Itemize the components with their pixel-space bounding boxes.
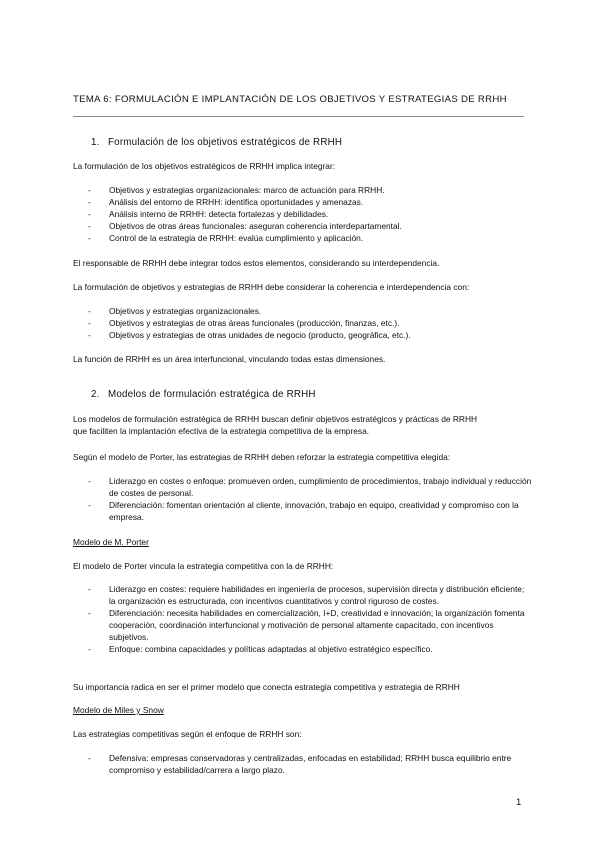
list-item: - Objetivos y estrategias organizacionales.: [88, 305, 533, 317]
s1-paragraph-2: El responsable de RRHH debe integrar todos estos elementos, considerando su interdependencia.: [73, 258, 440, 268]
s1-list-2: [88, 305, 533, 341]
list-item: - Análisis del entorno de RRHH: identifica oportunidades y amenazas.: [88, 196, 533, 208]
section-2-number: 2.: [91, 389, 100, 400]
s1-list-1: [88, 184, 533, 244]
list-item: - Objetivos y estrategias de otras unidades de negocio (producto, geográfica, etc.).: [88, 329, 533, 341]
list-item: - Defensiva: empresas conservadoras y centralizadas, enfocadas en estabilidad; RRHH busca equilibrio entre compromiso y estabilidad/carrera a largo plazo.: [88, 752, 533, 776]
page-number: 1: [516, 797, 522, 808]
list-item: - Análisis interno de RRHH: detecta fortalezas y debilidades.: [88, 208, 533, 220]
s2-paragraph-2: Según el modelo de Porter, las estrategias de RRHH deben reforzar la estrategia competitiva elegida:: [73, 452, 451, 462]
s1-paragraph-4: La función de RRHH es un área interfuncional, vinculando todas estas dimensiones.: [73, 354, 386, 364]
list-item: - Liderazgo en costes o enfoque: promueven orden, cumplimiento de procedimientos, trabajo individual y reducción de costes de personal.: [88, 475, 533, 499]
porter-list: [88, 583, 533, 655]
s1-intro: La formulación de los objetivos estratégicos de RRHH implica integrar:: [73, 161, 336, 171]
list-item: - Control de la estrategia de RRHH: evalúa cumplimiento y aplicación.: [88, 232, 533, 244]
list-item: - Objetivos y estrategias organizacionales: marco de actuación para RRHH.: [88, 184, 533, 196]
porter-importance: Su importancia radica en ser el primer modelo que conecta estrategia competitiva y estrategia de RRHH: [73, 682, 460, 692]
list-item: - Enfoque: combina capacidades y políticas adaptadas al objetivo estratégico específico.: [88, 643, 533, 655]
section-2-heading: [91, 389, 316, 400]
list-item: - Objetivos y estrategias de otras áreas funcionales (producción, finanzas, etc.).: [88, 317, 533, 329]
miles-snow-intro: Las estrategias competitivas según el enfoque de RRHH son:: [73, 729, 302, 739]
s1-paragraph-3: La formulación de objetivos y estrategias de RRHH debe considerar la coherencia e interdependencia con:: [73, 282, 470, 292]
section-1-title: Formulación de los objetivos estratégicos de RRHH: [108, 137, 343, 148]
miles-snow-model-heading: Modelo de Miles y Snow: [73, 705, 164, 715]
s2-list-1: [88, 475, 533, 523]
section-2-title: Modelos de formulación estratégica de RRHH: [108, 389, 316, 400]
section-1-number: 1.: [91, 137, 100, 148]
document-title: TEMA 6: FORMULACIÓN E IMPLANTACIÓN DE LOS OBJETIVOS Y ESTRATEGIAS DE RRHH: [73, 94, 507, 105]
list-item: - Diferenciación: necesita habilidades en comercialización, I+D, creatividad e innovación; la organización fomenta cooperación, coordinación interfuncional y motivación de personal altamente capacitado, con incentivos subjetivos.: [88, 607, 533, 643]
title-divider: [73, 116, 524, 117]
section-1-heading: [91, 137, 342, 148]
s2-paragraph-1-line-1: Los modelos de formulación estratégica de RRHH buscan definir objetivos estratégicos y prácticas de RRHH: [73, 414, 478, 424]
porter-intro: El modelo de Porter vincula la estrategia competitiva con la de RRHH:: [73, 561, 334, 571]
list-item: - Diferenciación: fomentan orientación al cliente, innovación, trabajo en equipo, creatividad y compromiso con la empresa.: [88, 499, 533, 523]
porter-model-heading: Modelo de M. Porter: [73, 537, 149, 547]
list-item: - Objetivos de otras áreas funcionales: aseguran coherencia interdepartamental.: [88, 220, 533, 232]
miles-snow-list: [88, 752, 533, 776]
list-item: - Liderazgo en costes: requiere habilidades en ingeniería de procesos, supervisión directa y distribución eficiente; la organización es estructurada, con incentivos cuantitativos y control riguroso de costes.: [88, 583, 533, 607]
s2-paragraph-1-line-2: que faciliten la implantación efectiva de la estrategia competitiva de la empresa.: [73, 426, 370, 436]
